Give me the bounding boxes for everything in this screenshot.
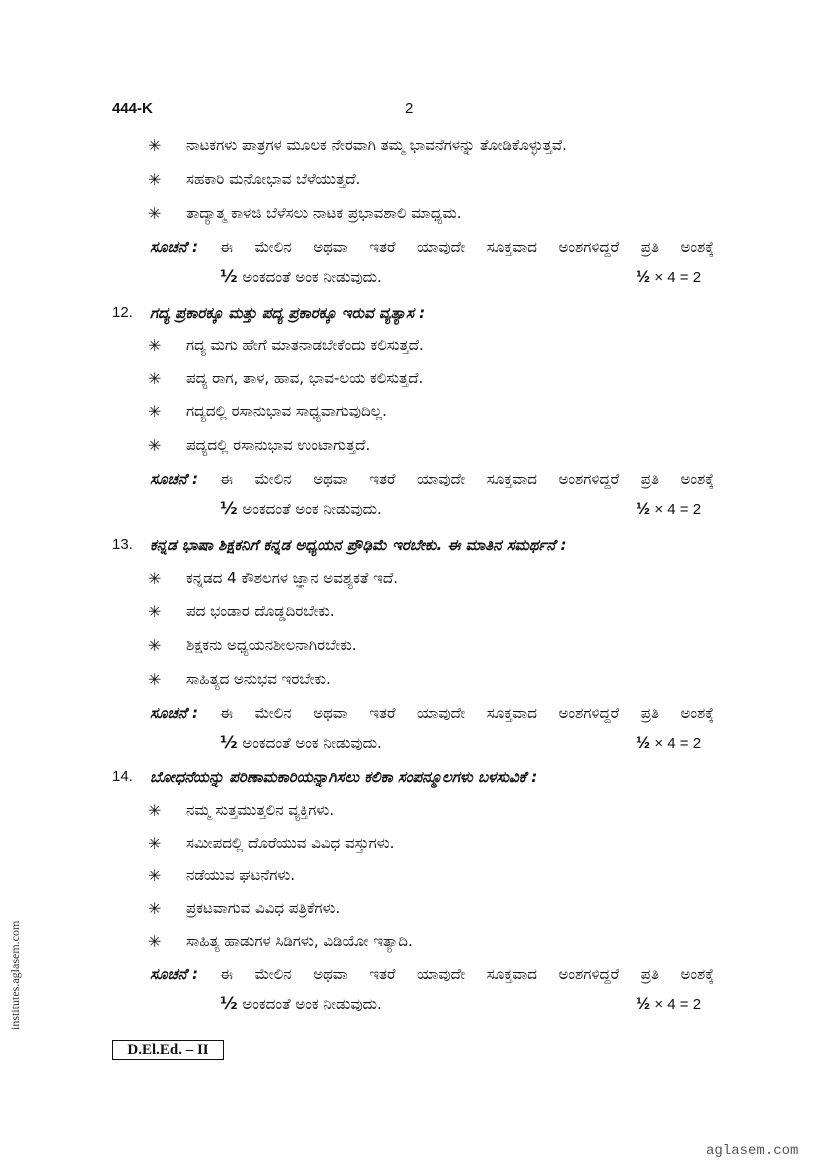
course-label: D.El.Ed. – II [112, 1040, 224, 1060]
question-title: ಗದ್ಯ ಪ್ರಕಾರಕ್ಕೂ ಮತ್ತು ಪದ್ಯ ಪ್ರಕಾರಕ್ಕೂ ಇರುವ ವ್ಯತ್ಯಾಸ : [150, 304, 426, 322]
question-title: ಬೋಧನೆಯನ್ನು ಪರಿಣಾಮಕಾರಿಯನ್ನಾಗಿಸಲು ಕಲಿಕಾ ಸಂಪನ್ಮೂಲಗಳು ಬಳಸುವಿಕೆ : [150, 768, 538, 786]
bullet-icon: ✳ [148, 602, 162, 621]
bullet-icon: ✳ [148, 436, 162, 455]
hint-text: ಈ ಮೇಲಿನ ಅಥವಾ ಇತರೆ ಯಾವುದೇ ಸೂಕ್ತವಾದ ಅಂಶಗಳಿದ್ದರೆ ಪ್ರತಿ ಅಂಶಕ್ಕೆ [220, 704, 714, 722]
brand-link[interactable]: aglasem.com [706, 1143, 799, 1159]
bullet-icon: ✳ [148, 136, 162, 155]
hint-label: ಸೂಚನೆ : [150, 965, 198, 983]
score: ½ × 4 = 2 [636, 733, 702, 752]
score: ½ × 4 = 2 [636, 267, 702, 286]
question-title: ಕನ್ನಡ ಭಾಷಾ ಶಿಕ್ಷಕನಿಗೆ ಕನ್ನಡ ಅಧ್ಯಯನ ಪ್ರೌಢಿಮೆ ಇರಬೇಕು. ಈ ಮಾತಿನ ಸಮರ್ಥನೆ : [150, 536, 567, 554]
bullet-icon: ✳ [148, 569, 162, 588]
hint-label: ಸೂಚನೆ : [150, 238, 198, 256]
score: ½ × 4 = 2 [636, 499, 702, 518]
score: ½ × 4 = 2 [636, 994, 702, 1013]
bullet-icon: ✳ [148, 336, 162, 355]
bullet-icon: ✳ [148, 834, 162, 853]
bullet-icon: ✳ [148, 636, 162, 655]
hint-text: ಈ ಮೇಲಿನ ಅಥವಾ ಇತರೆ ಯಾವುದೇ ಸೂಕ್ತವಾದ ಅಂಶಗಳಿದ್ದರೆ ಪ್ರತಿ ಅಂಶಕ್ಕೆ [220, 965, 714, 983]
side-watermark: institutes.aglasem.com [8, 920, 22, 1030]
bullet-icon: ✳ [148, 899, 162, 918]
bullet-icon: ✳ [148, 670, 162, 689]
bullet-icon: ✳ [148, 866, 162, 885]
bullet-icon: ✳ [148, 932, 162, 951]
bullet-icon: ✳ [148, 170, 162, 189]
hint-text: ಈ ಮೇಲಿನ ಅಥವಾ ಇತರೆ ಯಾವುದೇ ಸೂಕ್ತವಾದ ಅಂಶಗಳಿದ್ದರೆ ಪ್ರತಿ ಅಂಶಕ್ಕೆ [220, 470, 714, 488]
paper-code: 444-K [112, 100, 153, 117]
bullet-icon: ✳ [148, 204, 162, 223]
bullet-icon: ✳ [148, 402, 162, 421]
hint-label: ಸೂಚನೆ : [150, 704, 198, 722]
question-number: 14. [112, 768, 133, 785]
question-number: 13. [112, 536, 133, 553]
hint-text: ಈ ಮೇಲಿನ ಅಥವಾ ಇತರೆ ಯಾವುದೇ ಸೂಕ್ತವಾದ ಅಂಶಗಳಿದ್ದರೆ ಪ್ರತಿ ಅಂಶಕ್ಕೆ [220, 238, 714, 256]
bullet-icon: ✳ [148, 369, 162, 388]
question-number: 12. [112, 304, 133, 321]
page-number: 2 [405, 100, 414, 117]
hint-label: ಸೂಚನೆ : [150, 470, 198, 488]
bullet-icon: ✳ [148, 801, 162, 820]
